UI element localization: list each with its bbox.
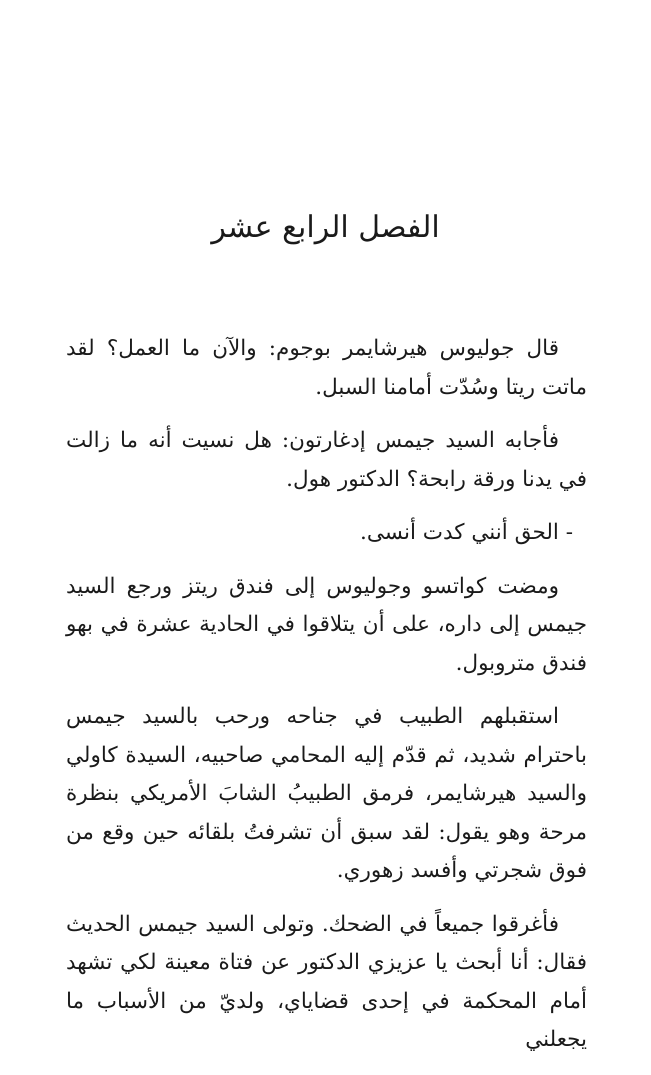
chapter-title: الفصل الرابع عشر: [211, 210, 440, 245]
chapter-body: [66, 330, 587, 1075]
paragraph: ومضت كواتسو وجوليوس إلى فندق ريتز ورجع السيد جيمس إلى داره، على أن يتلاقوا في الحادية عشرة في بهو فندق متروبول.: [66, 573, 587, 676]
dialogue-line: - الحق أنني كدت أنسى.: [360, 520, 573, 545]
paragraph: استقبلهم الطبيب في جناحه ورحب بالسيد جيمس باحترام شديد، ثم قدّم إليه المحامي صاحبيه، السيدة كاولي والسيد هيرشايمر، فرمق الطبيبُ الشابَ الأمريكي بنظرة مرحة وهو يقول: لقد سبق أن تشرفتُ بلقائه حين وقع من فوق شجرتي وأفسد زهوري.: [66, 704, 587, 883]
paragraph: قال جوليوس هيرشايمر بوجوم: والآن ما العمل؟ لقد ماتت ريتا وسُدّت أمامنا السبل.: [66, 336, 587, 400]
paragraph: فأجابه السيد جيمس إدغارتون: هل نسيت أنه ما زالت في يدنا ورقة رابحة؟ الدكتور هول.: [66, 428, 587, 492]
paragraph: فأغرقوا جميعاً في الضحك. وتولى السيد جيمس الحديث فقال: أنا أبحث يا عزيزي الدكتور عن فتاة معينة لكي تشهد أمام المحكمة في إحدى قضاياي، ولديّ من الأسباب ما يجعلني: [66, 911, 587, 1052]
